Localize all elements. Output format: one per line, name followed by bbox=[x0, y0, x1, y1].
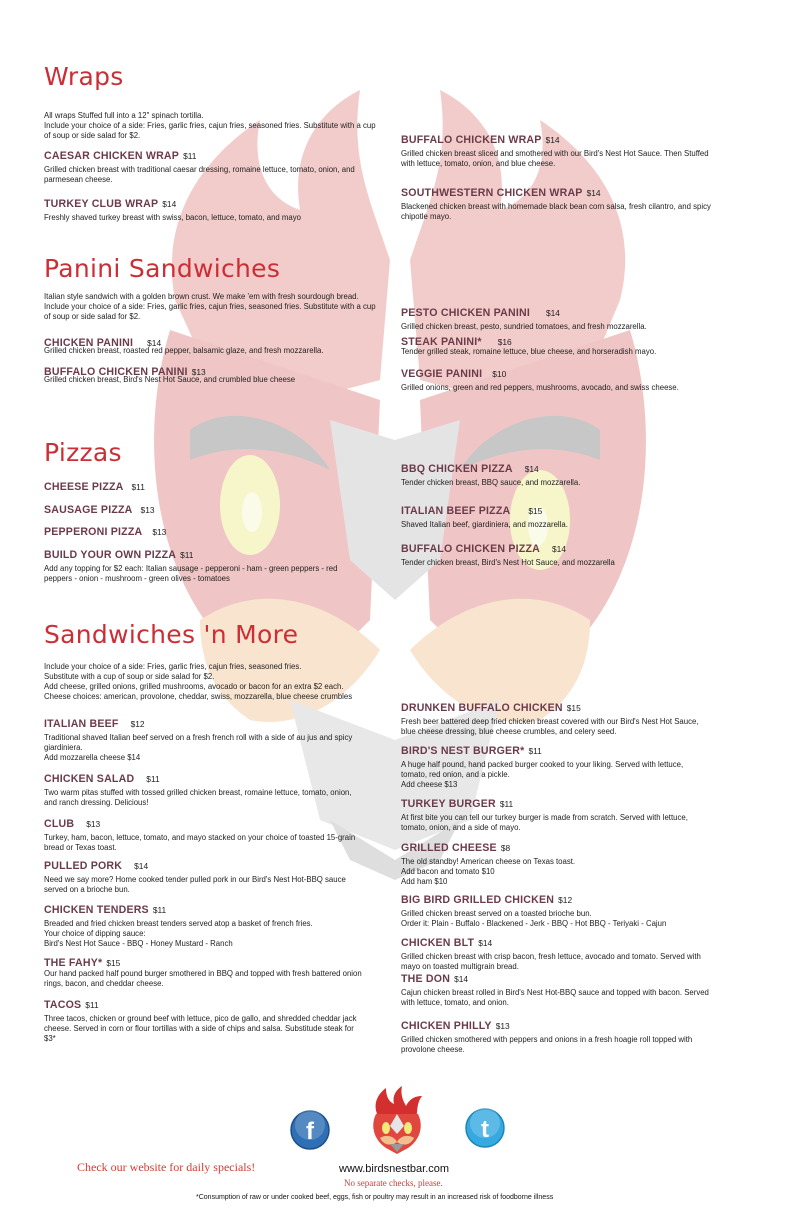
item-price: $15 bbox=[528, 506, 543, 516]
item-price: $15 bbox=[566, 703, 581, 713]
item-name: CHEESE PIZZA bbox=[44, 481, 124, 493]
item-name: BUFFALO CHICKEN PANINI bbox=[44, 366, 188, 378]
item-name: GRILLED CHEESE bbox=[401, 842, 497, 854]
item-price: $11 bbox=[152, 905, 167, 915]
item-description: Grilled chicken breast sliced and smothered with our Bird's Nest Hot Sauce. Then Stuffed with lettuce, tomato, onion, and blue cheese. bbox=[401, 149, 709, 168]
menu-item bbox=[401, 332, 721, 357]
menu-item bbox=[401, 130, 721, 169]
item-name: CHICKEN BLT bbox=[401, 937, 475, 949]
item-name: ITALIAN BEEF PIZZA bbox=[401, 505, 511, 517]
no-separate-checks: No separate checks, please. bbox=[344, 1178, 443, 1188]
item-price: $11 bbox=[146, 774, 160, 784]
item-description: At first bite you can tell our turkey burger is made from scratch. Served with lettuce, tomato, onion, and a side of mayo. bbox=[401, 813, 688, 832]
item-price: $11 bbox=[528, 746, 542, 756]
item-price: $10 bbox=[492, 369, 507, 379]
menu-item bbox=[44, 477, 364, 495]
item-description: Grilled chicken breast, Bird's Nest Hot Sauce, and crumbled blue cheese bbox=[44, 375, 296, 384]
item-price: $14 bbox=[147, 338, 162, 348]
item-price: $15 bbox=[106, 958, 121, 968]
item-name: CHICKEN PANINI bbox=[44, 337, 134, 349]
item-name: BBQ CHICKEN PIZZA bbox=[401, 463, 513, 475]
item-price: $12 bbox=[130, 719, 145, 729]
menu-item bbox=[44, 769, 364, 808]
item-description: Shaved Italian beef, giardiniera, and mozzarella. bbox=[401, 520, 568, 529]
item-price: $13 bbox=[140, 505, 155, 515]
item-price: $11 bbox=[85, 1000, 99, 1010]
item-name: SOUTHWESTERN CHICKEN WRAP bbox=[401, 187, 583, 199]
item-name: BUFFALO CHICKEN WRAP bbox=[401, 134, 542, 146]
item-price: $14 bbox=[478, 938, 493, 948]
menu-item bbox=[44, 545, 364, 584]
specials-note: Check our website for daily specials! bbox=[77, 1160, 256, 1174]
item-description: Cajun chicken breast rolled in Bird's Nest Hot-BBQ sauce and topped with bacon. Served with lettuce, tomato, and onion. bbox=[401, 988, 709, 1007]
website-link[interactable]: www.birdsnestbar.com bbox=[339, 1163, 450, 1175]
item-price: $14 bbox=[586, 188, 601, 198]
item-name: CAESAR CHICKEN WRAP bbox=[44, 150, 180, 162]
sandwiches-intro: Include your choice of a side: Fries, garlic fries, cajun fries, seasoned fries. Substitute with a cup of soup or side salad for $2. Add cheese, grilled onions, grilled mushrooms, avocado or bacon for an extra $2 each. Cheese choices: american, provolone, cheddar, swiss, mozzarella, blue cheese crumbles bbox=[44, 662, 353, 701]
menu-item bbox=[44, 362, 364, 385]
menu-item bbox=[44, 814, 364, 853]
item-name: CHICKEN PHILLY bbox=[401, 1020, 492, 1032]
item-description: Tender grilled steak, romaine lettuce, blue cheese, and horseradish mayo. bbox=[401, 347, 657, 356]
item-price: $14 bbox=[545, 308, 560, 318]
item-name: TACOS bbox=[44, 999, 82, 1011]
item-name: THE FAHY* bbox=[44, 957, 103, 969]
item-price: $11 bbox=[180, 550, 194, 560]
panini-intro: Italian style sandwich with a golden brown crust. We make 'em with fresh sourdough bread. Include your choice of a side: Fries, garlic fries, cajun fries, seasoned fries. Substitute with a cup of soup or side salad for $2. bbox=[44, 292, 376, 321]
section-title-panini: Panini Sandwiches bbox=[44, 254, 281, 283]
item-name: THE DON bbox=[401, 973, 451, 985]
item-name: CHICKEN TENDERS bbox=[44, 904, 149, 916]
menu-item bbox=[44, 900, 364, 949]
item-description: Two warm pitas stuffed with tossed grilled chicken breast, romaine lettuce, tomato, onion, and ranch dressing. Delicious! bbox=[44, 788, 352, 807]
wraps-intro: All wraps Stuffed full into a 12" spinach tortilla. Include your choice of a side: Fries, garlic fries, cajun fries, seasoned fries. Substitute with a cup of soup or side salad for $2. bbox=[44, 111, 376, 140]
item-name: STEAK PANINI* bbox=[401, 336, 482, 348]
item-description: Grilled chicken breast, roasted red pepper, balsamic glaze, and fresh mozzarella. bbox=[44, 346, 324, 355]
item-description: Add any topping for $2 each: Italian sausage - pepperoni - ham - green peppers - red peppers - onion - mushroom - green olives - tomatoes bbox=[44, 564, 338, 583]
menu-item bbox=[401, 698, 701, 737]
item-price: $16 bbox=[497, 337, 512, 347]
item-name: SAUSAGE PIZZA bbox=[44, 504, 133, 516]
item-price: $13 bbox=[152, 527, 167, 537]
item-price: $12 bbox=[558, 895, 573, 905]
item-price: $13 bbox=[495, 1021, 510, 1031]
item-name: VEGGIE PANINI bbox=[401, 368, 483, 380]
item-description: Three tacos, chicken or ground beef with lettuce, pico de gallo, and shredded cheddar jack cheese. Served in corn or flour tortillas with a side of chips and salsa. Substitude steak for $3* bbox=[44, 1014, 357, 1043]
item-price: $14 bbox=[134, 861, 149, 871]
item-name: TURKEY CLUB WRAP bbox=[44, 198, 159, 210]
item-description: The old standby! American cheese on Texas toast. Add bacon and tomato $10 Add ham $10 bbox=[401, 857, 576, 886]
item-description: A huge half pound, hand packed burger cooked to your liking. Served with lettuce, tomato, red onion, and a pickle. Add cheese $13 bbox=[401, 760, 684, 789]
item-name: ITALIAN BEEF bbox=[44, 718, 119, 730]
menu-item bbox=[401, 741, 711, 790]
item-name: BIRD'S NEST BURGER* bbox=[401, 745, 525, 757]
item-name: CHICKEN SALAD bbox=[44, 773, 135, 785]
twitter-icon[interactable] bbox=[465, 1108, 505, 1148]
svg-text:t: t bbox=[481, 1116, 489, 1143]
menu-item bbox=[44, 522, 364, 540]
item-description: Grilled chicken breast, pesto, sundried tomatoes, and fresh mozzarella. bbox=[401, 322, 647, 331]
menu-item bbox=[44, 500, 364, 518]
svg-text:f: f bbox=[306, 1118, 314, 1145]
item-price: $14 bbox=[545, 135, 560, 145]
menu-item bbox=[44, 856, 364, 895]
item-name: PESTO CHICKEN PANINI bbox=[401, 307, 530, 319]
item-price: $14 bbox=[551, 544, 566, 554]
menu-item bbox=[401, 969, 711, 1008]
item-price: $14 bbox=[454, 974, 469, 984]
item-price: $8 bbox=[500, 843, 511, 853]
birds-nest-logo bbox=[366, 1086, 428, 1156]
item-description: Grilled chicken smothered with peppers and onions in a fresh hoagie roll topped with provolone cheese. bbox=[401, 1035, 693, 1054]
menu-item bbox=[401, 183, 721, 222]
menu-item bbox=[44, 194, 364, 223]
section-title-sandwiches: Sandwiches 'n More bbox=[44, 620, 299, 649]
item-description: Turkey, ham, bacon, lettuce, tomato, and mayo stacked on your choice of toasted 15-grain bread or Texas toast. bbox=[44, 833, 356, 852]
item-name: BUILD YOUR OWN PIZZA bbox=[44, 549, 177, 561]
menu-item bbox=[44, 333, 364, 356]
item-price: $14 bbox=[524, 464, 539, 474]
item-price: $11 bbox=[131, 482, 145, 492]
menu-item bbox=[401, 933, 701, 972]
menu-item bbox=[401, 838, 721, 887]
item-description: Our hand packed half pound burger smothered in BBQ and topped with fresh battered onion rings, bacon, and cheddar cheese. bbox=[44, 969, 362, 988]
menu-item bbox=[401, 303, 721, 332]
item-description: Tender chicken breast, Bird's Nest Hot Sauce, and mozzarella bbox=[401, 558, 615, 567]
item-price: $13 bbox=[191, 367, 206, 377]
item-name: TURKEY BURGER bbox=[401, 798, 496, 810]
facebook-icon[interactable] bbox=[290, 1110, 330, 1150]
section-title-wraps: Wraps bbox=[44, 62, 124, 91]
item-description: Traditional shaved Italian beef served on a fresh french roll with a side of au jus and spicy giardiniera. Add mozzarella cheese $14 bbox=[44, 733, 353, 762]
item-description: Grilled chicken breast served on a toasted brioche bun. Order it: Plain - Buffalo - Blackened - Jerk - BBQ - Hot BBQ - Teriyaki - Cajun bbox=[401, 909, 667, 928]
menu-item bbox=[401, 459, 721, 488]
item-description: Grilled chicken breast with traditional caesar dressing, romaine lettuce, tomato, onion, and parmesean cheese. bbox=[44, 165, 355, 184]
menu-item bbox=[44, 953, 364, 989]
item-description: Blackened chicken breast with homemade black bean corn salsa, fresh cilantro, and spicy chipotle mayo. bbox=[401, 202, 711, 221]
item-price: $14 bbox=[162, 199, 177, 209]
item-price: $11 bbox=[499, 799, 514, 809]
item-name: CLUB bbox=[44, 818, 75, 830]
item-description: Grilled onions, green and red peppers, mushrooms, avocado, and swiss cheese. bbox=[401, 383, 679, 392]
item-price: $11 bbox=[183, 151, 197, 161]
menu-item bbox=[44, 995, 364, 1044]
section-title-pizzas: Pizzas bbox=[44, 438, 122, 467]
item-description: Grilled chicken breast with crisp bacon, fresh lettuce, avocado and tomato. Served with mayo on toasted multigrain bread. bbox=[401, 952, 701, 971]
item-name: PEPPERONI PIZZA bbox=[44, 526, 143, 538]
item-description: Need we say more? Home cooked tender pulled pork in our Bird's Nest Hot-BBQ sauce served on a brioche bun. bbox=[44, 875, 346, 894]
item-description: Breaded and fried chicken breast tenders served atop a basket of french fries. Your choice of dipping sauce: Bird's Nest Hot Sauce - BBQ - Honey Mustard - Ranch bbox=[44, 919, 313, 948]
consumption-disclaimer: *Consumption of raw or under cooked beef, eggs, fish or poultry may result in an increased risk of foodborne illness bbox=[196, 1194, 554, 1201]
menu-item bbox=[44, 146, 364, 185]
item-name: BIG BIRD GRILLED CHICKEN bbox=[401, 894, 555, 906]
menu-item bbox=[401, 501, 721, 530]
menu-item bbox=[401, 364, 721, 393]
item-name: DRUNKEN BUFFALO CHICKEN bbox=[401, 702, 563, 714]
menu-item bbox=[401, 539, 721, 568]
item-name: BUFFALO CHICKEN PIZZA bbox=[401, 543, 540, 555]
menu-item bbox=[44, 714, 364, 763]
item-description: Tender chicken breast, BBQ sauce, and mozzarella. bbox=[401, 478, 581, 487]
menu-item bbox=[401, 1016, 701, 1055]
item-price: $13 bbox=[86, 819, 101, 829]
menu-item bbox=[401, 794, 711, 833]
item-description: Fresh beer battered deep fried chicken breast covered with our Bird's Nest Hot Sauce, blue cheese dressing, blue cheese crumbles, and celery seed. bbox=[401, 717, 699, 736]
menu-item bbox=[401, 890, 711, 929]
item-name: PULLED PORK bbox=[44, 860, 123, 872]
item-description: Freshly shaved turkey breast with swiss, bacon, lettuce, tomato, and mayo bbox=[44, 213, 301, 222]
